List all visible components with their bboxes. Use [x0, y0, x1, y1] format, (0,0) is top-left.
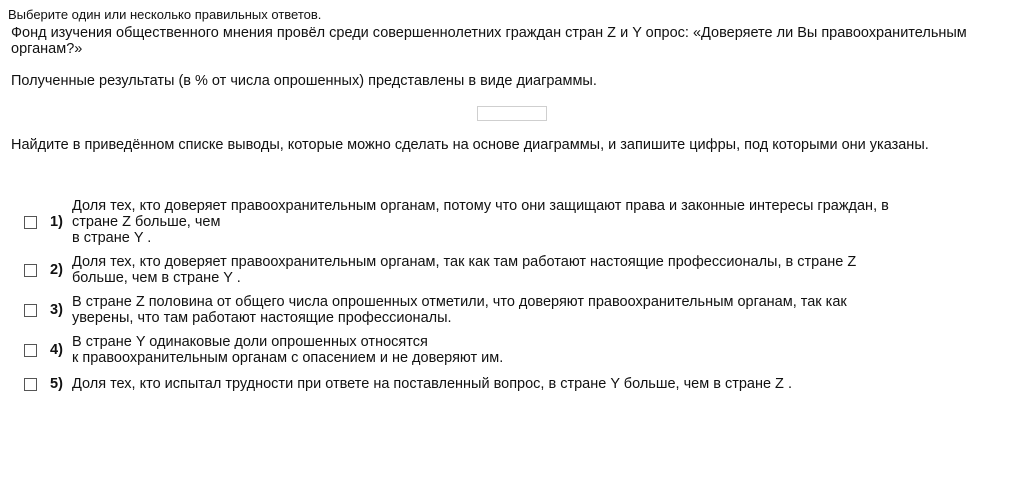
- answer-number-4: 4): [50, 342, 63, 358]
- answer-number-1: 1): [50, 214, 63, 230]
- answer-text-4-line-1: В стране Y одинаковые доли опрошенных относятся: [72, 334, 428, 350]
- question-task: Найдите в приведённом списке выводы, которые можно сделать на основе диаграммы, и запишите цифры, под которыми они указаны.: [11, 137, 929, 153]
- question-intro: Фонд изучения общественного мнения провёл среди совершеннолетних граждан стран Z и Y опрос: «Доверяете ли Вы правоохранительным органам?»: [11, 25, 967, 57]
- answer-text-4-line-2: к правоохранительным органам с опасением и не доверяют им.: [72, 350, 504, 366]
- answer-number-5: 5): [50, 376, 63, 392]
- instruction-text: Выберите один или несколько правильных ответов.: [8, 7, 322, 22]
- answer-text-2-line-2: больше, чем в стране Y .: [72, 270, 241, 286]
- answer-text-2: [72, 254, 1007, 286]
- answer-checkbox-4[interactable]: [24, 344, 37, 357]
- question-results: Полученные результаты (в % от числа опрошенных) представлены в виде диаграммы.: [11, 73, 597, 89]
- answer-checkbox-5[interactable]: [24, 378, 37, 391]
- answer-number-3: 3): [50, 302, 63, 318]
- diagram-image-placeholder: [477, 106, 547, 121]
- answer-text-5-line-1: Доля тех, кто испытал трудности при ответе на поставленный вопрос, в стране Y больше, чем в стране Z .: [72, 376, 792, 392]
- answer-checkbox-2[interactable]: [24, 264, 37, 277]
- answer-number-2: 2): [50, 262, 63, 278]
- answer-text-1-line-1: Доля тех, кто доверяет правоохранительным органам, потому что они защищают права и законные интересы граждан, в: [72, 198, 889, 214]
- answer-text-3-line-1: В стране Z половина от общего числа опрошенных отметили, что доверяют правоохранительным органам, так как: [72, 294, 847, 310]
- answer-text-1-line-3: в стране Y .: [72, 230, 152, 246]
- answer-text-3: [72, 294, 1007, 326]
- answer-checkbox-1[interactable]: [24, 216, 37, 229]
- answer-text-4: [72, 334, 1007, 366]
- answer-text-1-line-2: стране Z больше, чем: [72, 214, 221, 230]
- answer-text-2-line-1: Доля тех, кто доверяет правоохранительным органам, так как там работают настоящие профессионалы, в стране Z: [72, 254, 857, 270]
- answer-text-3-line-2: уверены, что там работают настоящие профессионалы.: [72, 310, 452, 326]
- answer-text-5: [72, 376, 1007, 392]
- answer-text-1: [72, 198, 1007, 246]
- answer-checkbox-3[interactable]: [24, 304, 37, 317]
